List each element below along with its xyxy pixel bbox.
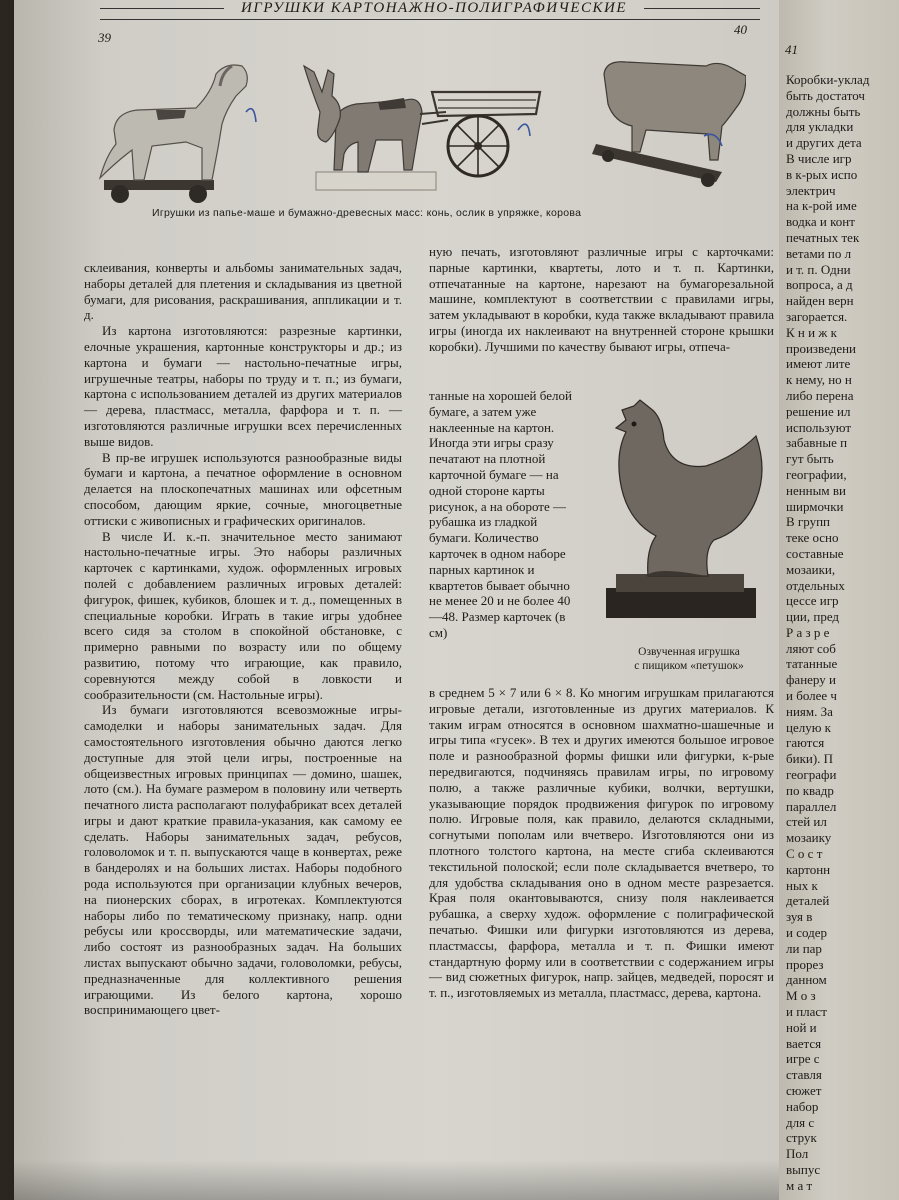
right-column-line: М о з: [786, 988, 816, 1004]
right-column-line: забавные п: [786, 435, 848, 451]
right-column-line: мозаику: [786, 830, 832, 846]
right-column-line: стей ил: [786, 814, 827, 830]
right-column-line: целую к: [786, 719, 831, 735]
right-column-line: географи: [786, 767, 837, 783]
right-column-line: татанные: [786, 656, 838, 672]
right-column-line: струк: [786, 1130, 817, 1146]
donkey-cart-illustration: [304, 66, 540, 190]
paragraph: в среднем 5 × 7 или 6 × 8. Ко многим игрушкам прилагаются игровые детали, изготовленные из других материалов. К таким играм относятся в основном шахматно-шашечные и игры типа «гусек». В тех и других имеются большое игровое поле и разнообразной формы фишки или фигурки, к-рые передвигаются, подчиняясь правилам игры, по игровому полю, а также различные кубики, волчки, вертушки, указывающие порядок продвижения фигурок по игровому полю. Игровые поля, как правило, делаются складными, согнутыми пополам или вчетверо. Изготовляются они из плотного толстого картона, на месте сгиба склеиваются текстильной полоской; если поле складывается вчетверо, то для удобства складывания оно в одном месте разрезается. Края поля окантовываются, снизу поля наклеивается рубашка, а сверху худож. оформление с полиграфической печатью. Фишки или фигурки изготовляются из дерева, пластмассы, фарфора, металла и т. п. Фишки имеют стандартную форму или в соответствии с содержанием игры — вид сюжетных фигурок, напр. зайцев, медведей, поросят и т. п., изготовляемых из металла, пластмасс, дерева, картона.: [429, 685, 774, 1001]
right-column-line: сюжет: [786, 1083, 822, 1098]
right-column-line: ли пар: [786, 940, 822, 956]
right-column-line: ной и: [786, 1019, 817, 1035]
right-column-line: ляют соб: [786, 640, 836, 656]
page-number-left: 39: [98, 30, 111, 45]
right-column-line: для с: [786, 1114, 815, 1130]
header-rule-lower: [100, 19, 760, 20]
right-column-line: и пласт: [786, 1004, 827, 1020]
right-column-line: гут быть: [786, 451, 834, 467]
right-column-line: решение ил: [786, 403, 851, 419]
right-column-line: мозаики,: [786, 561, 836, 577]
page-number-mid: 40: [734, 22, 747, 37]
right-column-line: вопроса, а д: [786, 277, 853, 293]
right-column-line: географии,: [786, 466, 847, 482]
hen-caption-line-1: Озвученная игрушка: [638, 646, 740, 658]
right-column-line: и содер: [786, 925, 827, 941]
right-column-line: зуя в: [786, 909, 813, 925]
right-column-line: К н и ж к: [786, 324, 837, 340]
paragraph: ную печать, изготовляют различные игры с карточками: парные картинки, квартеты, лото и т. п. Картинки, отпечатанные на картоне, нарезают на бумагорезальной машине, комплектуют в соответствии с правилами игры, затем укладывают в коробки, куда также вкладывают правила игры (иногда их наклеивают на внутренней стороне крышки коробки). Лучшими по качеству бывают игры, отпеча-: [429, 244, 774, 354]
right-column-line: электрич: [786, 182, 836, 198]
text-column-mid-bottom: [429, 685, 774, 1001]
paragraph: Из картона изготовляются: разрезные картинки, елочные украшения, картонные конструкторы и др.; из картона и бумаги — настольно-печатные игры, игрушечные театры, наборы по труду и т. п.; из бумаги, картона с использованием деталей из других материалов — дерева, пластмасс, металла, фарфора и т. п. — изготовляются различные игрушки всех перечисленных выше видов.: [84, 323, 402, 449]
right-column-line: теке осно: [786, 530, 839, 546]
right-column-line: должны быть: [786, 103, 861, 119]
right-column-line: ниям. За: [786, 703, 833, 719]
right-column-line: В числе игр: [786, 150, 852, 166]
right-column-line: в к-рых испо: [786, 166, 858, 182]
right-column-line: ширмочки: [786, 498, 844, 514]
right-column-line: бики). П: [786, 751, 834, 767]
right-column-line: для укладки: [786, 119, 854, 135]
right-column-line: на к-рой име: [786, 198, 857, 214]
right-column-line: загорается.: [786, 308, 848, 324]
page-shadow: [14, 1160, 779, 1200]
right-column-line: к нему, но н: [786, 372, 852, 388]
right-column-line: прорез: [786, 956, 824, 972]
right-column-line: либо перена: [786, 387, 854, 403]
right-column-line: игре с: [786, 1051, 820, 1067]
paragraph: Из бумаги изготовляются всевозможные игры-самоделки и наборы занимательных задач. Для самостоятельного изготовления обычно даются легко доступные для этой цели игры, построенные на общеизвестных игровых принципах — домино, шашек, лото (см.). На бумаге размером в половину или четверть печатного листа располагают полуфабрикат всех деталей игры и дают краткие правила-указания, как самому ее сделать. Наборы занимательных задач, ребусов, головоломок и т. п. выпускаются чаще в конвертах, реже в бандеролях и на больших листах. Наборы подобного рода используются при организации клубных вечеров, на пионерских сборах, в игротеках. Комплектуются наборы либо по тематическому признаку, напр. одни ребусы или кроссворды, или математические задачи, либо состоят из разнообразных задач. На больших листах выпускают обычно задачи, головоломки, ребусы, предназначенные для коллективного решения играющими. Из белого картона, хорошо воспринимающего цвет-: [84, 702, 402, 1018]
right-column-line: В групп: [786, 514, 830, 530]
right-column-line: цессе игр: [786, 593, 839, 609]
right-column-line: м а т: [786, 1177, 813, 1193]
text-column-right: [786, 72, 899, 1194]
paragraph: В пр-ве игрушек используются разнообразные виды бумаги и картона, а печатное оформление в основном делается на плоскопечатных машинах или офсетным способом, дающим яркие, сочные, многоцветные оттиски с живописных и графических оригиналов.: [84, 449, 402, 528]
hen-caption: [604, 645, 774, 673]
right-column-line: отдельных: [786, 577, 845, 593]
right-column-line: ных к: [786, 877, 818, 893]
page-number-right: 41: [785, 42, 798, 57]
right-column-line: водка и конт: [786, 214, 855, 230]
right-column-line: ставля: [786, 1067, 822, 1083]
running-title: ИГРУШКИ КАРТОНАЖНО-ПОЛИГРАФИЧЕСКИЕ: [224, 0, 644, 17]
book-page: [14, 0, 779, 1200]
right-column-line: ветами по л: [786, 245, 852, 261]
paragraph: танные на хорошей белой бумаге, а затем уже наклеенные на картон. Иногда эти игры сразу печатают на плотной карточной бумаге — на одной стороне карты рисунок, а на обороте — рубашка из гладкой бумаги. Количество карточек в одном наборе парных картинок и квартетов бывает обычно не менее 20 и не более 40—48. Размер карточек (в см): [429, 388, 572, 640]
text-column-mid-narrow: [429, 388, 579, 641]
right-column-line: печатных тек: [786, 229, 860, 245]
right-column-line: и других дета: [786, 135, 862, 151]
paragraph: склеивания, конверты и альбомы занимательных задач, наборы деталей для плетения и складывания из цветной бумаги, для рисования, раскрашивания, аппликации и т. д.: [84, 260, 402, 323]
right-column-line: быть достаточ: [786, 87, 865, 103]
right-column-line: параллел: [786, 798, 837, 814]
horse-illustration: [100, 65, 256, 203]
text-column-left: [84, 260, 402, 1018]
right-column-line: ненным ви: [786, 482, 846, 498]
right-column-line: фанеру и: [786, 672, 836, 688]
figure-caption: Игрушки из папье-маше и бумажно-древесных масс: конь, ослик в упряжке, корова: [152, 207, 582, 219]
cow-illustration: [592, 62, 746, 187]
right-column-line: Коробки-уклад: [786, 72, 870, 87]
right-column-line: данном: [786, 972, 827, 988]
right-column-line: и более ч: [786, 688, 837, 704]
right-column-line: Р а з р е: [786, 624, 830, 640]
right-column-line: гаются: [786, 735, 825, 751]
right-column-line: по квадр: [786, 782, 834, 798]
paragraph: В числе И. к.-п. значительное место занимают настольно-печатные игры. Это наборы различных карточек с картинками, худож. оформленных игровых полей с добавлением различных игровых деталей: фигурок, фишек, кубиков, блошек и т. д., помещенных в специальные коробки. Играть в такие игры удобнее всего сидя за столом в спокойной обстановке, с примерно равными по возрасту или по общему развитию, потому что играющие, как правило, соревнуются между собой в ловкости и сообразительности (см. Настольные игры).: [84, 528, 402, 702]
text-column-mid-top: [429, 244, 774, 355]
right-column-line: деталей: [786, 893, 830, 909]
next-page: [779, 0, 899, 1200]
right-column-line: С о с т: [786, 846, 823, 862]
right-column-line: вается: [786, 1035, 822, 1051]
hen-figure: [586, 380, 776, 640]
hen-caption-line-2: с пищиком «петушок»: [634, 660, 744, 672]
right-column-line: ции, пред: [786, 609, 840, 625]
right-column-line: используют: [786, 419, 852, 435]
right-column-line: Пол: [786, 1146, 809, 1162]
right-column-line: произведени: [786, 340, 857, 356]
right-column-line: составные: [786, 545, 844, 561]
right-column-line: найден верн: [786, 293, 854, 309]
right-column-line: имеют лите: [786, 356, 851, 372]
right-column-line: и т. п. Одни: [786, 261, 851, 277]
toys-figure: [86, 52, 746, 212]
right-column-line: картонн: [786, 861, 831, 877]
right-column-line: выпус: [786, 1161, 821, 1177]
right-column-line: набор: [786, 1098, 819, 1114]
